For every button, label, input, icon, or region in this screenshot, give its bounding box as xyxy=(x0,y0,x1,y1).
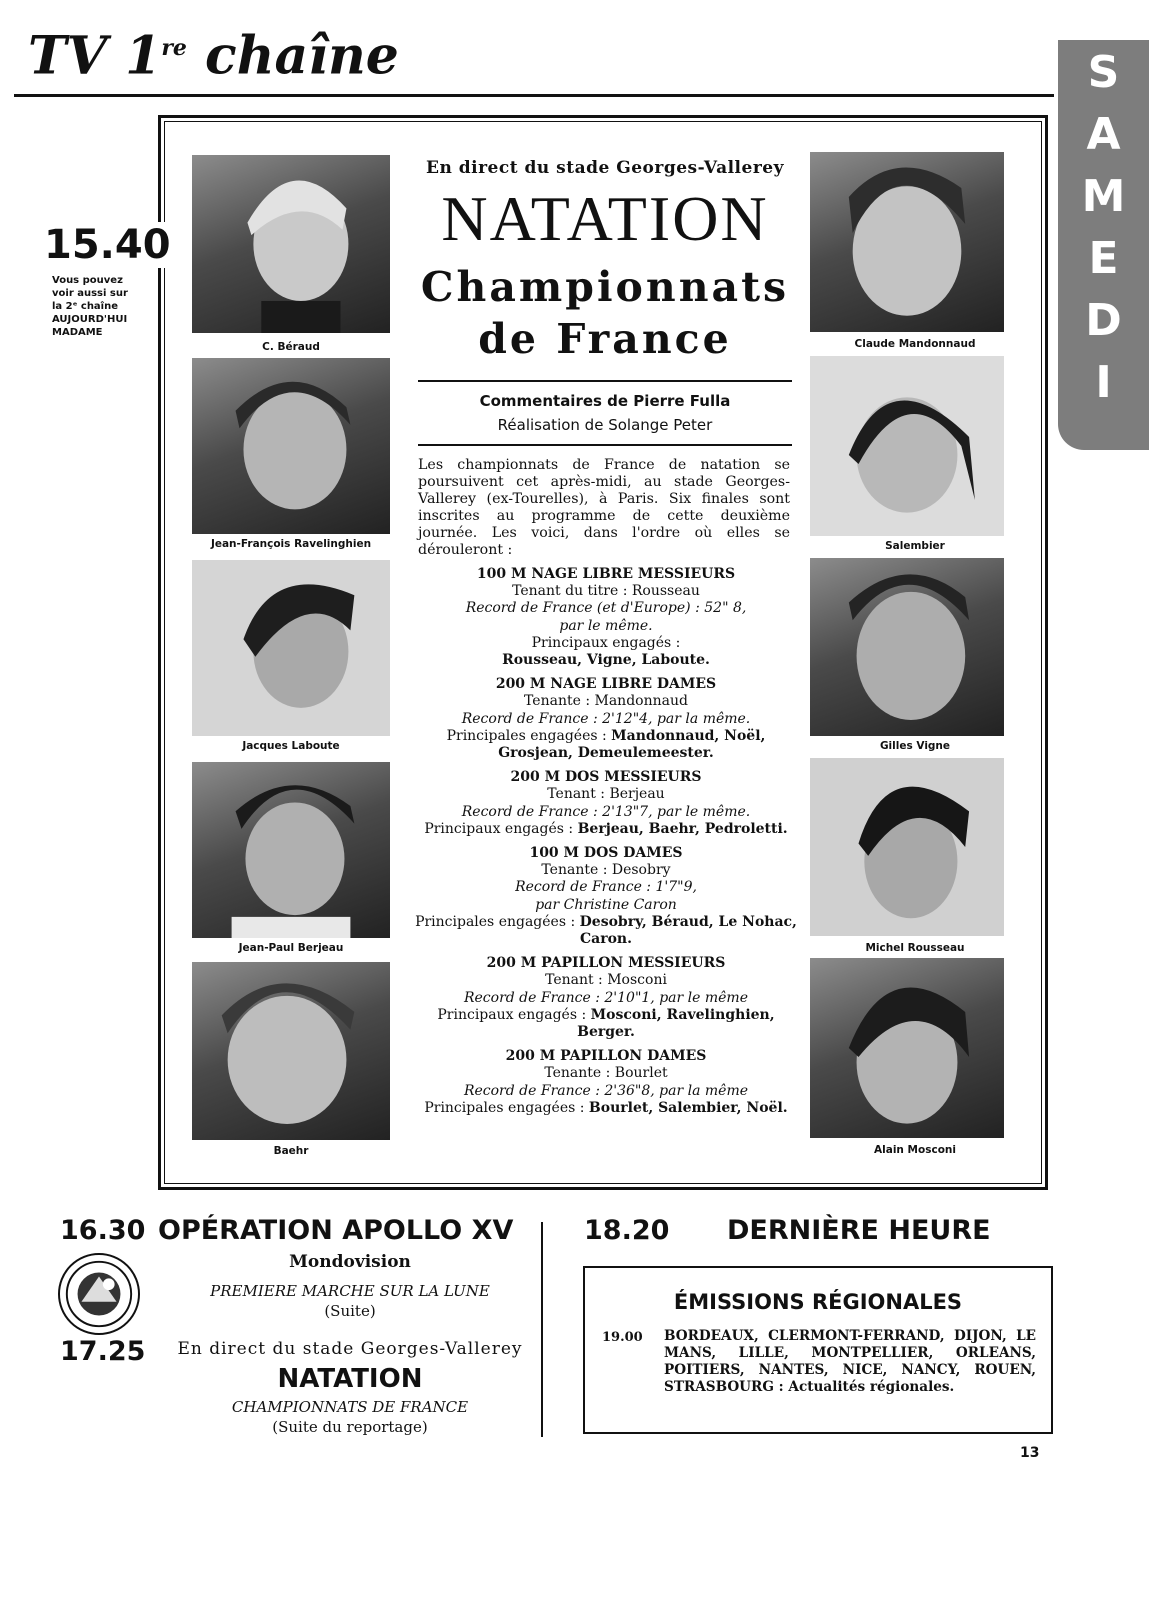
event-list xyxy=(412,566,800,1124)
feature-title: NATATION xyxy=(441,183,769,254)
swimmer-photo xyxy=(192,155,390,333)
feature-subtitle: Championnats xyxy=(420,263,790,311)
swimmer-photo xyxy=(810,958,1004,1138)
divider xyxy=(418,380,792,382)
day-letter: E xyxy=(1088,233,1119,284)
program-time-1630: 16.30 xyxy=(60,1215,146,1246)
swimmer-photo xyxy=(192,560,390,736)
photo-caption: Gilles Vigne xyxy=(879,740,951,752)
swimmer-photo xyxy=(192,762,390,938)
event-item: 100 M DOS DAMES Tenante : Desobry Record de France : 1'7"9, par Christine Caron Principales engagées : Desobry, Béraud, Le Nohac, Caron. xyxy=(415,845,797,948)
event-item: 100 M NAGE LIBRE MESSIEURS Tenant du titre : Rousseau Record de France (et d'Europe) : 52" 8, par le même. Principaux engagés : Rousseau, Vigne, Laboute. xyxy=(465,566,747,669)
event-item: 200 M PAPILLON MESSIEURS Tenant : Mosconi Record de France : 2'10"1, par le même Principaux engagés : Mosconi, Ravelinghien, Berger. xyxy=(437,955,775,1041)
day-letter: A xyxy=(1086,109,1121,160)
program-subtitle: (Suite) xyxy=(324,1302,376,1320)
column-divider xyxy=(541,1222,543,1437)
program-network: Mondovision xyxy=(289,1252,411,1272)
program-time-1725: 17.25 xyxy=(60,1336,146,1367)
program-note: Vous pouvez voir aussi sur la 2ᵉ chaîne AUJOURD'HUI MADAME xyxy=(52,275,128,338)
regional-text: BORDEAUX, CLERMONT-FERRAND, DIJON, LE MANS, LILLE, MONTPELLIER, ORLEANS, POITIERS, NANTES, NICE, NANCY, ROUEN, STRASBOURG : Actualités régionales. xyxy=(664,1328,1036,1395)
event-item: 200 M DOS MESSIEURS Tenant : Berjeau Record de France : 2'13"7, par le même. Principaux engagés : Berjeau, Baehr, Pedroletti. xyxy=(424,769,788,837)
program-subtitle: PREMIERE MARCHE SUR LA LUNE xyxy=(210,1282,490,1300)
day-letter: D xyxy=(1085,295,1122,346)
channel-title: TV 1re chaîne xyxy=(28,25,399,87)
day-tab-letters xyxy=(1058,42,1149,414)
photo-caption: Baehr xyxy=(273,1145,309,1157)
apollo-mission-logo xyxy=(58,1253,140,1335)
swimmer-photo xyxy=(810,758,1004,936)
live-line: En direct du stade Georges-Vallerey xyxy=(177,1339,523,1359)
photo-caption: C. Béraud xyxy=(262,341,320,353)
swimmer-photo xyxy=(810,558,1004,736)
program-subtitle: CHAMPIONNATS DE FRANCE xyxy=(231,1398,469,1416)
program-title-natation: NATATION xyxy=(277,1364,423,1394)
program-time-1540: 15.40 xyxy=(44,222,175,268)
program-time-1820: 18.20 xyxy=(584,1215,670,1246)
day-letter: M xyxy=(1081,171,1126,222)
credits-direction: Réalisation de Solange Peter xyxy=(497,416,713,434)
credits-commentary: Commentaires de Pierre Fulla xyxy=(479,392,731,410)
live-line: En direct du stade Georges-Vallerey xyxy=(426,158,784,178)
day-letter: S xyxy=(1087,47,1120,98)
program-title-derniere-heure: DERNIÈRE HEURE xyxy=(727,1215,991,1246)
regional-title: ÉMISSIONS RÉGIONALES xyxy=(673,1290,963,1314)
swimmer-photo xyxy=(192,962,390,1140)
swimmer-photo xyxy=(810,152,1004,332)
divider xyxy=(418,444,792,446)
page-number: 13 xyxy=(1020,1445,1040,1461)
swimmer-photo xyxy=(810,356,1004,536)
event-item: 200 M NAGE LIBRE DAMES Tenante : Mandonnaud Record de France : 2'12"4, par la même. Principales engagées : Mandonnaud, Noël, Grosjean, Demeulemeester. xyxy=(446,676,766,762)
photo-caption: Michel Rousseau xyxy=(865,942,965,954)
photo-caption: Salembier xyxy=(885,540,945,552)
photo-caption: Alain Mosconi xyxy=(874,1144,956,1156)
program-title-apollo: OPÉRATION APOLLO XV xyxy=(158,1215,514,1246)
header-rule xyxy=(14,94,1054,97)
event-item: 200 M PAPILLON DAMES Tenante : Bourlet Record de France : 2'36"8, par la même Principales engagées : Bourlet, Salembier, Noël. xyxy=(424,1048,788,1116)
regional-time: 19.00 xyxy=(602,1330,643,1345)
day-letter: I xyxy=(1095,357,1112,408)
photo-caption: Jean-François Ravelinghien xyxy=(210,538,372,550)
photo-caption: Jacques Laboute xyxy=(242,740,340,752)
photo-caption: Jean-Paul Berjeau xyxy=(238,942,344,954)
intro-text: Les championnats de France de natation se poursuivent cet après-midi, au stade Georges-Vallerey (ex-Tourelles), à Paris. Six finales sont inscrites au programme de cette deuxième journée. Les voici, dans l'ordre où elles se dérouleront : xyxy=(418,457,790,558)
swimmer-photo xyxy=(192,358,390,534)
feature-subtitle: de France xyxy=(478,315,732,363)
program-subtitle: (Suite du reportage) xyxy=(272,1418,428,1436)
photo-caption: Claude Mandonnaud xyxy=(854,338,976,350)
